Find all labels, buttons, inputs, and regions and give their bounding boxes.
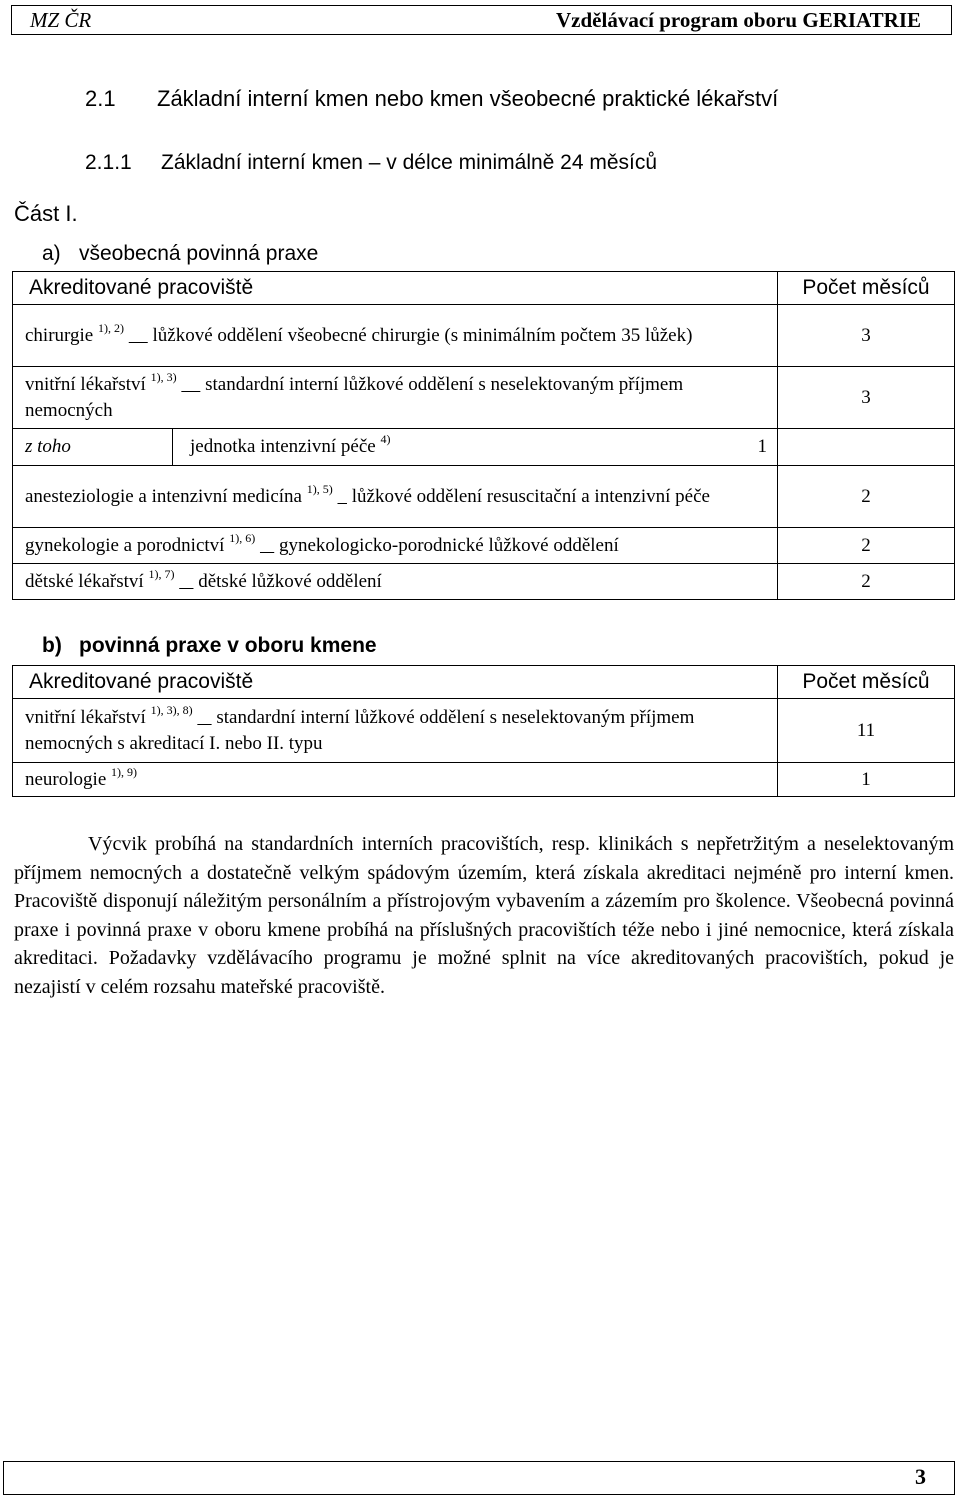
row-b-neurology-name: neurologie	[25, 768, 107, 790]
row-b-neurology-months: 1	[778, 763, 955, 797]
row-anesthesia-desc: lůžkové oddělení resuscitační a intenzivní péče	[351, 485, 710, 507]
header-program-title: Vzdělávací program oboru GERIATRIE	[556, 8, 921, 32]
row-b-internal-desc: standardní interní lůžkové oddělení s neselektovaným příjmem nemocných s akreditací I. nebo II. typu	[25, 706, 695, 754]
row-icu-desc: jednotka intenzivní péče	[190, 436, 376, 457]
row-pediatrics-cell	[13, 564, 778, 600]
row-gynecology-desc: gynekologicko-porodnické lůžkové oddělení	[278, 534, 619, 556]
section-a-label: a)	[42, 242, 61, 265]
row-pediatrics-gap	[179, 571, 193, 592]
row-gynecology-cell	[13, 528, 778, 564]
page-footer	[3, 1461, 955, 1495]
table-row	[13, 466, 955, 528]
table-row	[13, 564, 955, 600]
table-b-header-row	[13, 666, 955, 699]
row-internal-cell	[13, 367, 778, 429]
row-surgery-gap	[129, 325, 148, 346]
row-anesthesia-cell	[13, 466, 778, 528]
table-row	[13, 699, 955, 763]
row-icu-inner	[25, 429, 765, 465]
row-b-neurology-cell	[13, 763, 778, 797]
section-2-1-1-heading	[85, 151, 657, 175]
row-icu-desc-wrap	[190, 434, 390, 460]
table-b-header-workplace: Akreditované pracoviště	[13, 666, 778, 699]
page-number: 3	[915, 1464, 926, 1489]
row-icu-empty-cell	[778, 429, 955, 466]
row-surgery-cell	[13, 305, 778, 367]
section-a-heading	[42, 242, 318, 266]
row-icu-divider	[172, 429, 173, 465]
row-gynecology-name: gynekologie a porodnictví	[25, 534, 225, 556]
row-b-neurology-ref: 1), 9)	[111, 764, 138, 779]
row-b-internal-name: vnitřní lékařství	[25, 706, 146, 728]
header-ministry: MZ ČR	[30, 8, 92, 32]
row-surgery-months: 3	[778, 305, 955, 367]
row-b-internal-gap	[197, 707, 211, 728]
row-internal-desc: standardní interní lůžkové oddělení s neselektovaným příjmem nemocných	[25, 373, 684, 421]
table-row	[13, 305, 955, 367]
table-row	[13, 367, 955, 429]
table-a-header-workplace: Akreditované pracoviště	[13, 272, 778, 305]
row-gynecology-months: 2	[778, 528, 955, 564]
row-b-internal-ref: 1), 3), 8)	[150, 702, 193, 717]
table-a-header-row	[13, 272, 955, 305]
table-b	[12, 665, 955, 797]
page-header	[11, 5, 952, 35]
row-b-internal-cell	[13, 699, 778, 763]
training-description-paragraph: Výcvik probíhá na standardních interních pracovištích, resp. klinikách s nepřetržitým a neselektovaným příjmem nemocných a dostatečně velkým spádovým územím, která získala akreditaci nejméně pro interní kmen. Pracoviště disponují náležitým personálním a přístrojovým vybavením a zázemím pro školence. Všeobecná povinná praxe i povinná praxe v oboru kmene probíhá na příslušných pracovištích téže nebo i jiné nemocnice, která získala akreditaci. Požadavky vzdělávacího programu je možné splnit na více akreditovaných pracovištích, pokud je nezajistí v celém rozsahu mateřské pracoviště.	[14, 833, 954, 998]
row-surgery-name: chirurgie	[25, 324, 94, 346]
table-a-header-months: Počet měsíců	[778, 272, 955, 305]
row-internal-months: 3	[778, 367, 955, 429]
row-surgery-desc: lůžkové oddělení všeobecné chirurgie (s minimálním počtem 35 lůžek)	[152, 324, 693, 346]
row-pediatrics-name: dětské lékařství	[25, 570, 144, 592]
part-label: Část I.	[14, 201, 78, 226]
row-icu-months: 1	[757, 436, 767, 457]
row-internal-name: vnitřní lékařství	[25, 373, 146, 395]
section-2-1-number: 2.1	[85, 86, 116, 111]
section-b-heading	[42, 634, 377, 658]
row-anesthesia-months: 2	[778, 466, 955, 528]
section-2-1-1-title: Základní interní kmen – v délce minimálně 24 měsíců	[161, 151, 658, 174]
table-row	[13, 763, 955, 797]
table-b-header-months: Počet měsíců	[778, 666, 955, 699]
section-2-1-title: Základní interní kmen nebo kmen všeobecné praktické lékařství	[157, 86, 779, 111]
row-anesthesia-gap	[337, 486, 347, 507]
row-icu-prefix: z toho	[25, 436, 71, 457]
row-gynecology-gap	[260, 535, 274, 556]
table-a	[12, 271, 955, 600]
table-row	[13, 528, 955, 564]
row-pediatrics-ref: 1), 7)	[148, 566, 175, 581]
section-a-title: všeobecná povinná praxe	[79, 242, 319, 265]
row-anesthesia-ref: 1), 5)	[306, 481, 333, 496]
row-gynecology-ref: 1), 6)	[229, 530, 256, 545]
row-internal-ref: 1), 3)	[150, 369, 177, 384]
section-b-label: b)	[42, 634, 62, 657]
row-icu-cell	[13, 429, 778, 466]
row-pediatrics-months: 2	[778, 564, 955, 600]
row-pediatrics-desc: dětské lůžkové oddělení	[198, 570, 382, 592]
section-2-1-1-number: 2.1.1	[85, 151, 132, 174]
table-row	[13, 429, 955, 466]
section-b-title: povinná praxe v oboru kmene	[79, 634, 377, 657]
row-internal-gap	[181, 374, 200, 395]
row-anesthesia-name: anesteziologie a intenzivní medicína	[25, 485, 302, 507]
section-2-1-heading	[85, 86, 778, 112]
row-surgery-ref: 1), 2)	[98, 320, 124, 335]
row-b-internal-months: 11	[778, 699, 955, 763]
row-icu-ref: 4)	[380, 432, 391, 446]
